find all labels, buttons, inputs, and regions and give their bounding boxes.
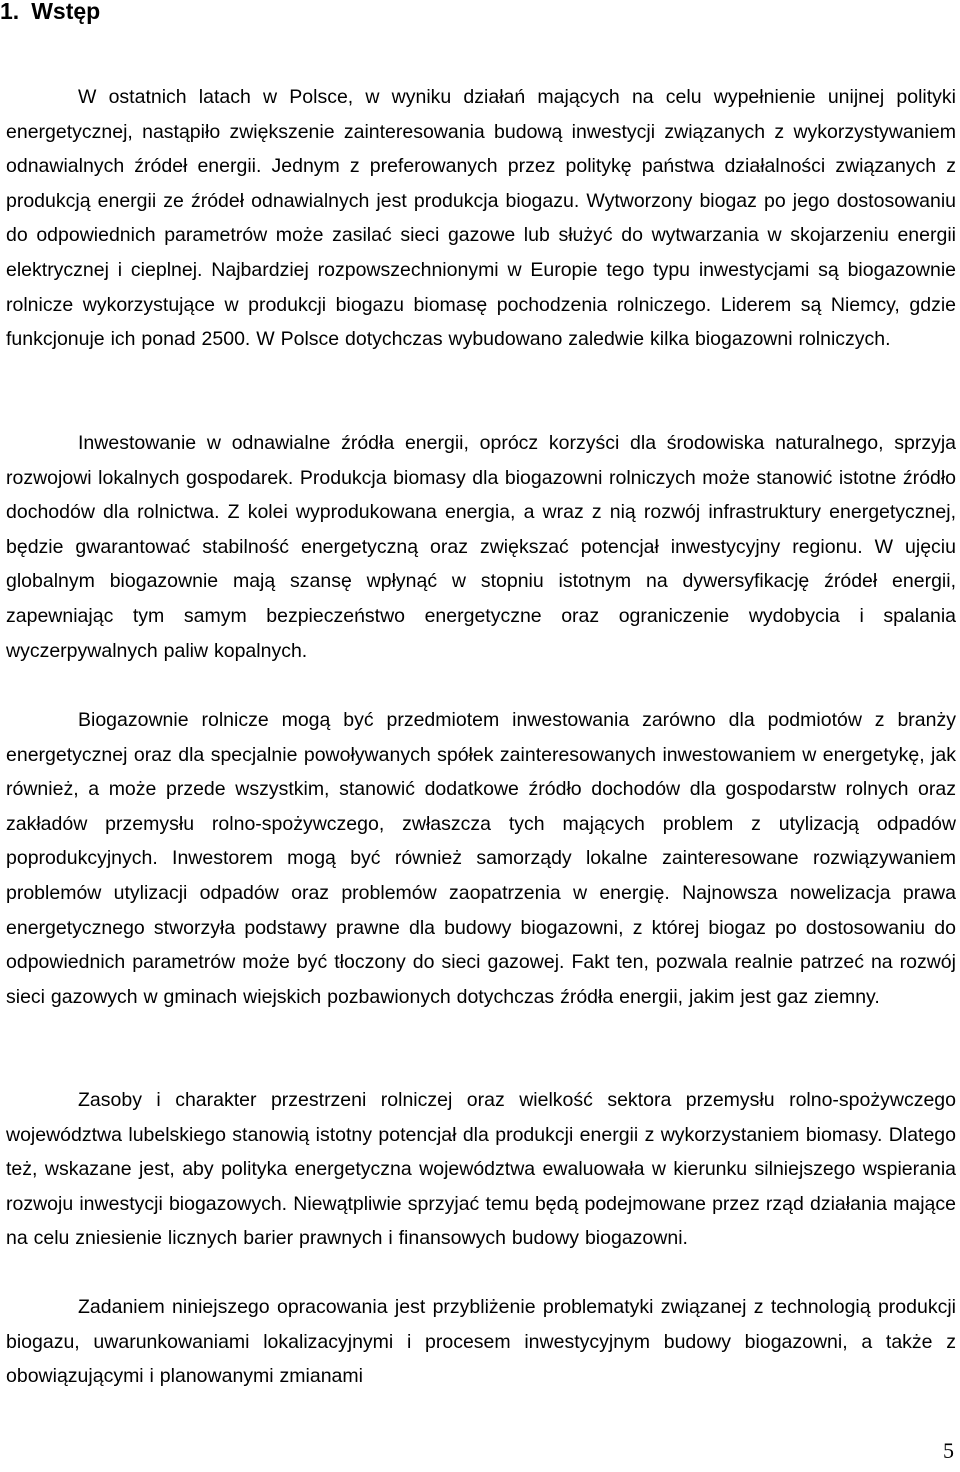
paragraph-investors: Biogazownie rolnicze mogą być przedmiotem inwestowania zarówno dla podmiotów z branży energetycznej oraz dla specjalnie powoływanych spółek zainteresowanych inwestowaniem w energetykę, jak również, a może przede wszystkim, stanowić dodatkowe źródło dochodów dla gospodarstw rolnych oraz zakładów przemysłu rolno-spożywczego, zwłaszcza tych mających problem z utylizacją odpadów poprodukcyjnych. Inwestorem mogą być również samorządy lokalne zainteresowane rozwiązywaniem problemów utylizacji odpadów oraz problemów zaopatrzenia w energię. Najnowsza nowelizacja prawa energetycznego stworzyła podstawy prawne dla budowy biogazowni, z której biogaz po dostosowaniu do odpowiednich parametrów może być tłoczony do sieci gazowej. Fakt ten, pozwala realnie patrzeć na rozwój sieci gazowych w gminach wiejskich pozbawionych dotychczas źródła energii, jakim jest gaz ziemny. (6, 709, 956, 1008)
paragraph-lublin-potential: Zasoby i charakter przestrzeni rolniczej oraz wielkość sektora przemysłu rolno-spożywczego województwa lubelskiego stanowią istotny potencjał dla produkcji energii z wykorzystaniem biomasy. Dlatego też, wskazane jest, aby polityka energetyczna województwa ewaluowała w kierunku silniejszego wspierania rozwoju inwestycji biogazowych. Niewątpliwie sprzyjać temu będą podejmowane przez rząd działania mające na celu zniesienie licznych barier prawnych i finansowych budowy biogazowni. (6, 1089, 956, 1250)
page-number: 5 (943, 1438, 954, 1463)
section-heading (0, 0, 100, 28)
paragraph-benefits: Inwestowanie w odnawialne źródła energii, oprócz korzyści dla środowiska naturalnego, sprzyja rozwojowi lokalnych gospodarek. Produkcja biomasy dla biogazowni rolniczych może stanowić istotne źródło dochodów dla rolnictwa. Z kolei wyprodukowana energia, a wraz z nią rozwój infrastruktury energetycznej, będzie gwarantować stabilność energetyczną oraz zwiększać potencjał inwestycyjny regionu. W ujęciu globalnym biogazownie mają szansę wpłynąć w stopniu istotnym na dywersyfikację źródeł energii, zapewniając tym samym bezpieczeństwo energetyczne oraz ograniczenie wydobycia i spalania wyczerpywalnych paliw kopalnych. (6, 432, 956, 662)
paragraph-aim: Zadaniem niniejszego opracowania jest przybliżenie problematyki związanej z technologią produkcji biogazu, uwarunkowaniami lokalizacyjnymi i procesem inwestycyjnym budowy biogazowni, a także z obowiązującymi i planowanymi zmianami (6, 1296, 956, 1388)
paragraph-intro: W ostatnich latach w Polsce, w wyniku działań mających na celu wypełnienie unijnej polityki energetycznej, nastąpiło zwiększenie zainteresowania budową inwestycji związanych z wykorzystywaniem odnawialnych źródeł energii. Jednym z preferowanych przez politykę państwa działalności związanych z produkcją energii ze źródeł odnawialnych jest produkcja biogazu. Wytworzony biogaz po jego dostosowaniu do odpowiednich parametrów może zasilać sieci gazowe lub służyć do wytwarzania w skojarzeniu energii elektrycznej i cieplnej. Najbardziej rozpowszechnionymi w Europie tego typu inwestycjami są biogazownie rolnicze wykorzystujące w produkcji biogazu biomasę pochodzenia rolniczego. Liderem są Niemcy, gdzie funkcjonuje ich ponad 2500. W Polsce dotychczas wybudowano zaledwie kilka biogazowni rolniczych. (6, 86, 956, 351)
section-number: 1. (0, 0, 20, 24)
section-title: Wstęp (31, 0, 101, 24)
